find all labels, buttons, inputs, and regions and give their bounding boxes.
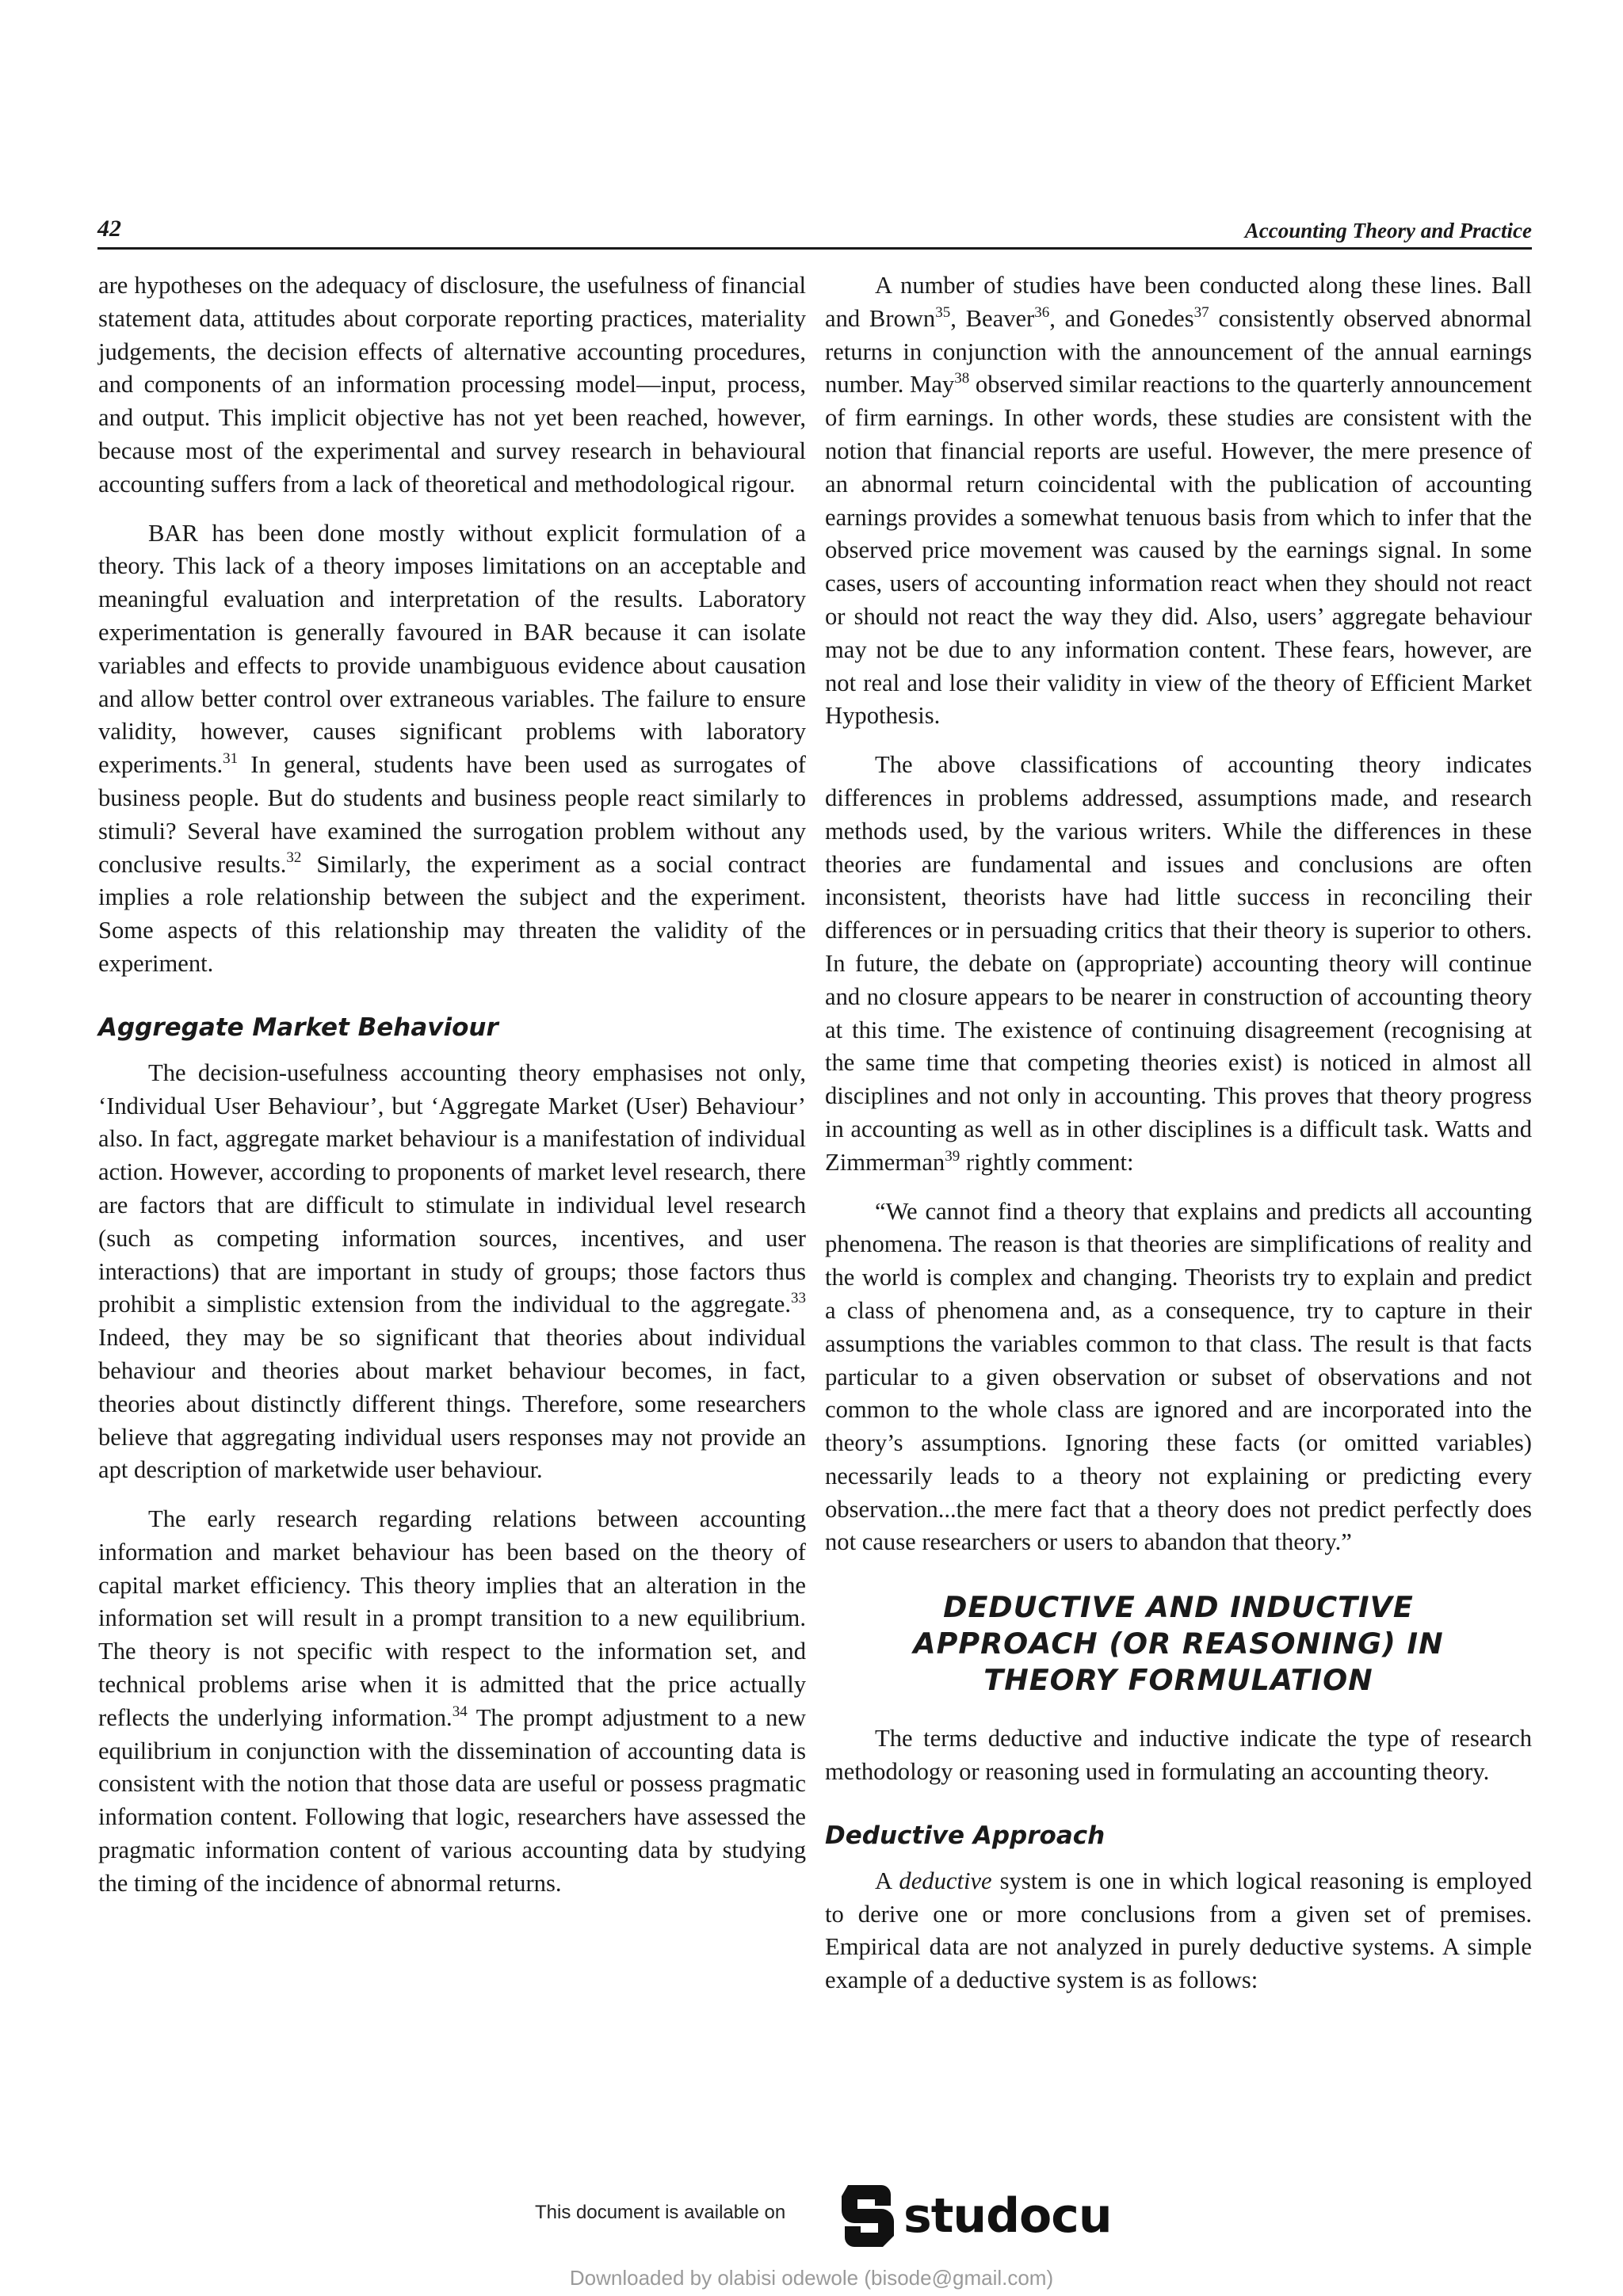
footnote-ref: 33 [791,1290,806,1307]
footer-available-text: This document is available on [535,2202,786,2223]
right-paragraph-2: The above classifications of accounting theory indicates differences in problems addressed, assumptions made, and research methods used, by the various writers. While the differences in these theories are fundamental and issues and conclusions are often inconsistent, theorists have had little success in reconciling their differences or in persuading critics that their theory is superior to others. In future, the debate on (appropriate) accounting theory will continue and no closure appears to be nearer in construction of accounting theory at this time. The existence of continuing disagreement (recognising at the same time that competing theories exist) is noticed in almost all disciplines and not only in accounting. This proves that theory progress in accounting as well as in other disciplines is a difficult task. Watts and Zimmerman$^{39}$ rightly comment: [825,751,1532,1176]
block-quote: “We cannot find a theory that explains and predicts all accounting phenomena. The reason is that theories are simplifications of reality and the world is complex and changing. Theorists try to explain and predict a class of phenomena and, as a consequence, try to capture in their assumptions the variables common to that class. The result is that facts particular to a given observation or subset of observations and not common to the whole class are ignored and are incorporated into the theory’s assumptions. Ignoring these facts (or omitted variables) necessarily leads to a theory not explaining or predicting every observation...the mere fact that a theory does not predict perfectly does not cause researchers or users to abandon that theory.” [825,1197,1532,1556]
subheading-deductive-approach: Deductive Approach [825,1821,1106,1850]
section-heading-line: THEORY FORMULATION [983,1663,1373,1698]
section-heading-line: APPROACH (OR REASONING) IN [913,1627,1444,1661]
subheading-aggregate-market-behaviour: Aggregate Market Behaviour [98,1013,498,1042]
right-paragraph-1: A number of studies have been conducted along these lines. Ball and Brown$^{35}$, Beaver$^{36}$, and Gonedes$^{37}$ consistently observed abnormal returns in conjunction with the announcement of the annual earnings number. May$^{38}$ observed similar reactions to the quarterly announcement of firm earnings. In other words, these studies are consistent with the notion that financial reports are useful. However, the mere presence of an abnormal return coincidental with the publication of accounting earnings provides a somewhat tenuous basis from which to infer that the observed price movement was caused by the earnings signal. In some cases, users of accounting information react when they should not react or should not react the way they did. Also, users’ aggregate behaviour may not be due to any information content. These fears, however, are not real and lose their validity in view of the theory of Efficient Market Hypothesis. [825,272,1532,730]
footnote-ref: 36 [1034,303,1050,321]
page-header [97,215,1532,250]
left-paragraph-4: The early research regarding relations between accounting information and market behaviour has been based on the theory of capital market efficiency. This theory implies that an alteration in the information set will result in a prompt transition to a new equilibrium. The theory is not specific with respect to the information set, and technical problems arise when it is admitted that the price actually reflects the underlying information.$^{34}$ The prompt adjustment to a new equilibrium in conjunction with the dissemination of accounting data is consistent with the notion that those data are useful or possess pragmatic information content. Following that logic, researchers have assessed the pragmatic information content of various accounting data by studying the timing of the incidence of abnormal returns. [98,1505,807,1897]
page-number: 42 [97,215,121,242]
section-heading [825,1589,1532,1699]
footnote-ref: 38 [954,370,970,387]
studocu-logo-icon [837,2182,899,2250]
footnote-ref: 31 [223,749,239,767]
section-heading-line: DEDUCTIVE AND INDUCTIVE [943,1590,1414,1625]
left-paragraph-3: The decision-usefulness accounting theory emphasises not only, ‘Individual User Behaviour’, but ‘Aggregate Market (User) Behaviour’ also. In fact, aggregate market behaviour is a manifestation of individual action. However, according to proponents of market level research, there are factors that are difficult to stimulate in individual level research (such as competing information sources, incentives, and user interactions) that are important in study of groups; those factors thus prohibit a simplistic extension from the individual to the aggregate.$^{33}$ Indeed, they may be so significant that theories about individual behaviour and theories about market behaviour becomes, in fact, theories about distinctly different things. Therefore, some researchers believe that aggregating individual users responses may not provide an apt description of marketwide user behaviour. [98,1058,806,1484]
footnote-ref: 37 [1193,303,1209,321]
footnote-ref: 35 [935,303,951,321]
left-paragraph-2: BAR has been done mostly without explicit formulation of a theory. This lack of a theory imposes limitations on an acceptable and meaningful evaluation and interpretation of the results. Laboratory experimentation is generally favoured in BAR because it can isolate variables and effects to provide unambiguous evidence about causation and allow better control over extraneous variables. The failure to ensure validity, however, causes significant problems with laboratory experiments.$^{31}$ In general, students have been used as surrogates of business people. But do students and business people react similarly to stimuli? Several have examined the surrogation problem without any conclusive results.$^{32}$ Similarly, the experiment as a social contract implies a role relationship between the subject and the experiment. Some aspects of this relationship may threaten the validity of the experiment. [98,519,806,977]
studocu-logo-text: studocu [903,2188,1112,2244]
footer-download-text: Downloaded by olabisi odewole (bisode@gmail.com) [569,2266,1054,2290]
right-paragraph-3: The terms deductive and inductive indicate the type of research methodology or reasoning used in formulating an accounting theory. [825,1725,1532,1786]
left-paragraph-1: are hypotheses on the adequacy of disclosure, the usefulness of financial statement data, attitudes about corporate reporting practices, materiality judgements, the decision effects of alternative accounting procedures, and components of an information processing model—input, process, and output. This implicit objective has not yet been reached, however, because most of the experimental and survey research in behavioural accounting suffers from a lack of theoretical and methodological rigour. [98,272,806,498]
italic-term: deductive [899,1867,992,1894]
left-column [98,269,806,1917]
right-column [825,269,1532,2013]
footnote-ref: 39 [945,1147,960,1165]
running-title: Accounting Theory and Practice [1244,219,1532,242]
studocu-logo[interactable] [837,2180,1112,2252]
right-paragraph-4: A deductive system is one in which logical reasoning is employed to derive one or more conclusions from a given set of premises. Empirical data are not analyzed in purely deductive systems. A simple example of a deductive system is as follows: [825,1867,1532,1994]
footnote-ref: 34 [452,1703,468,1720]
footnote-ref: 32 [286,849,302,867]
